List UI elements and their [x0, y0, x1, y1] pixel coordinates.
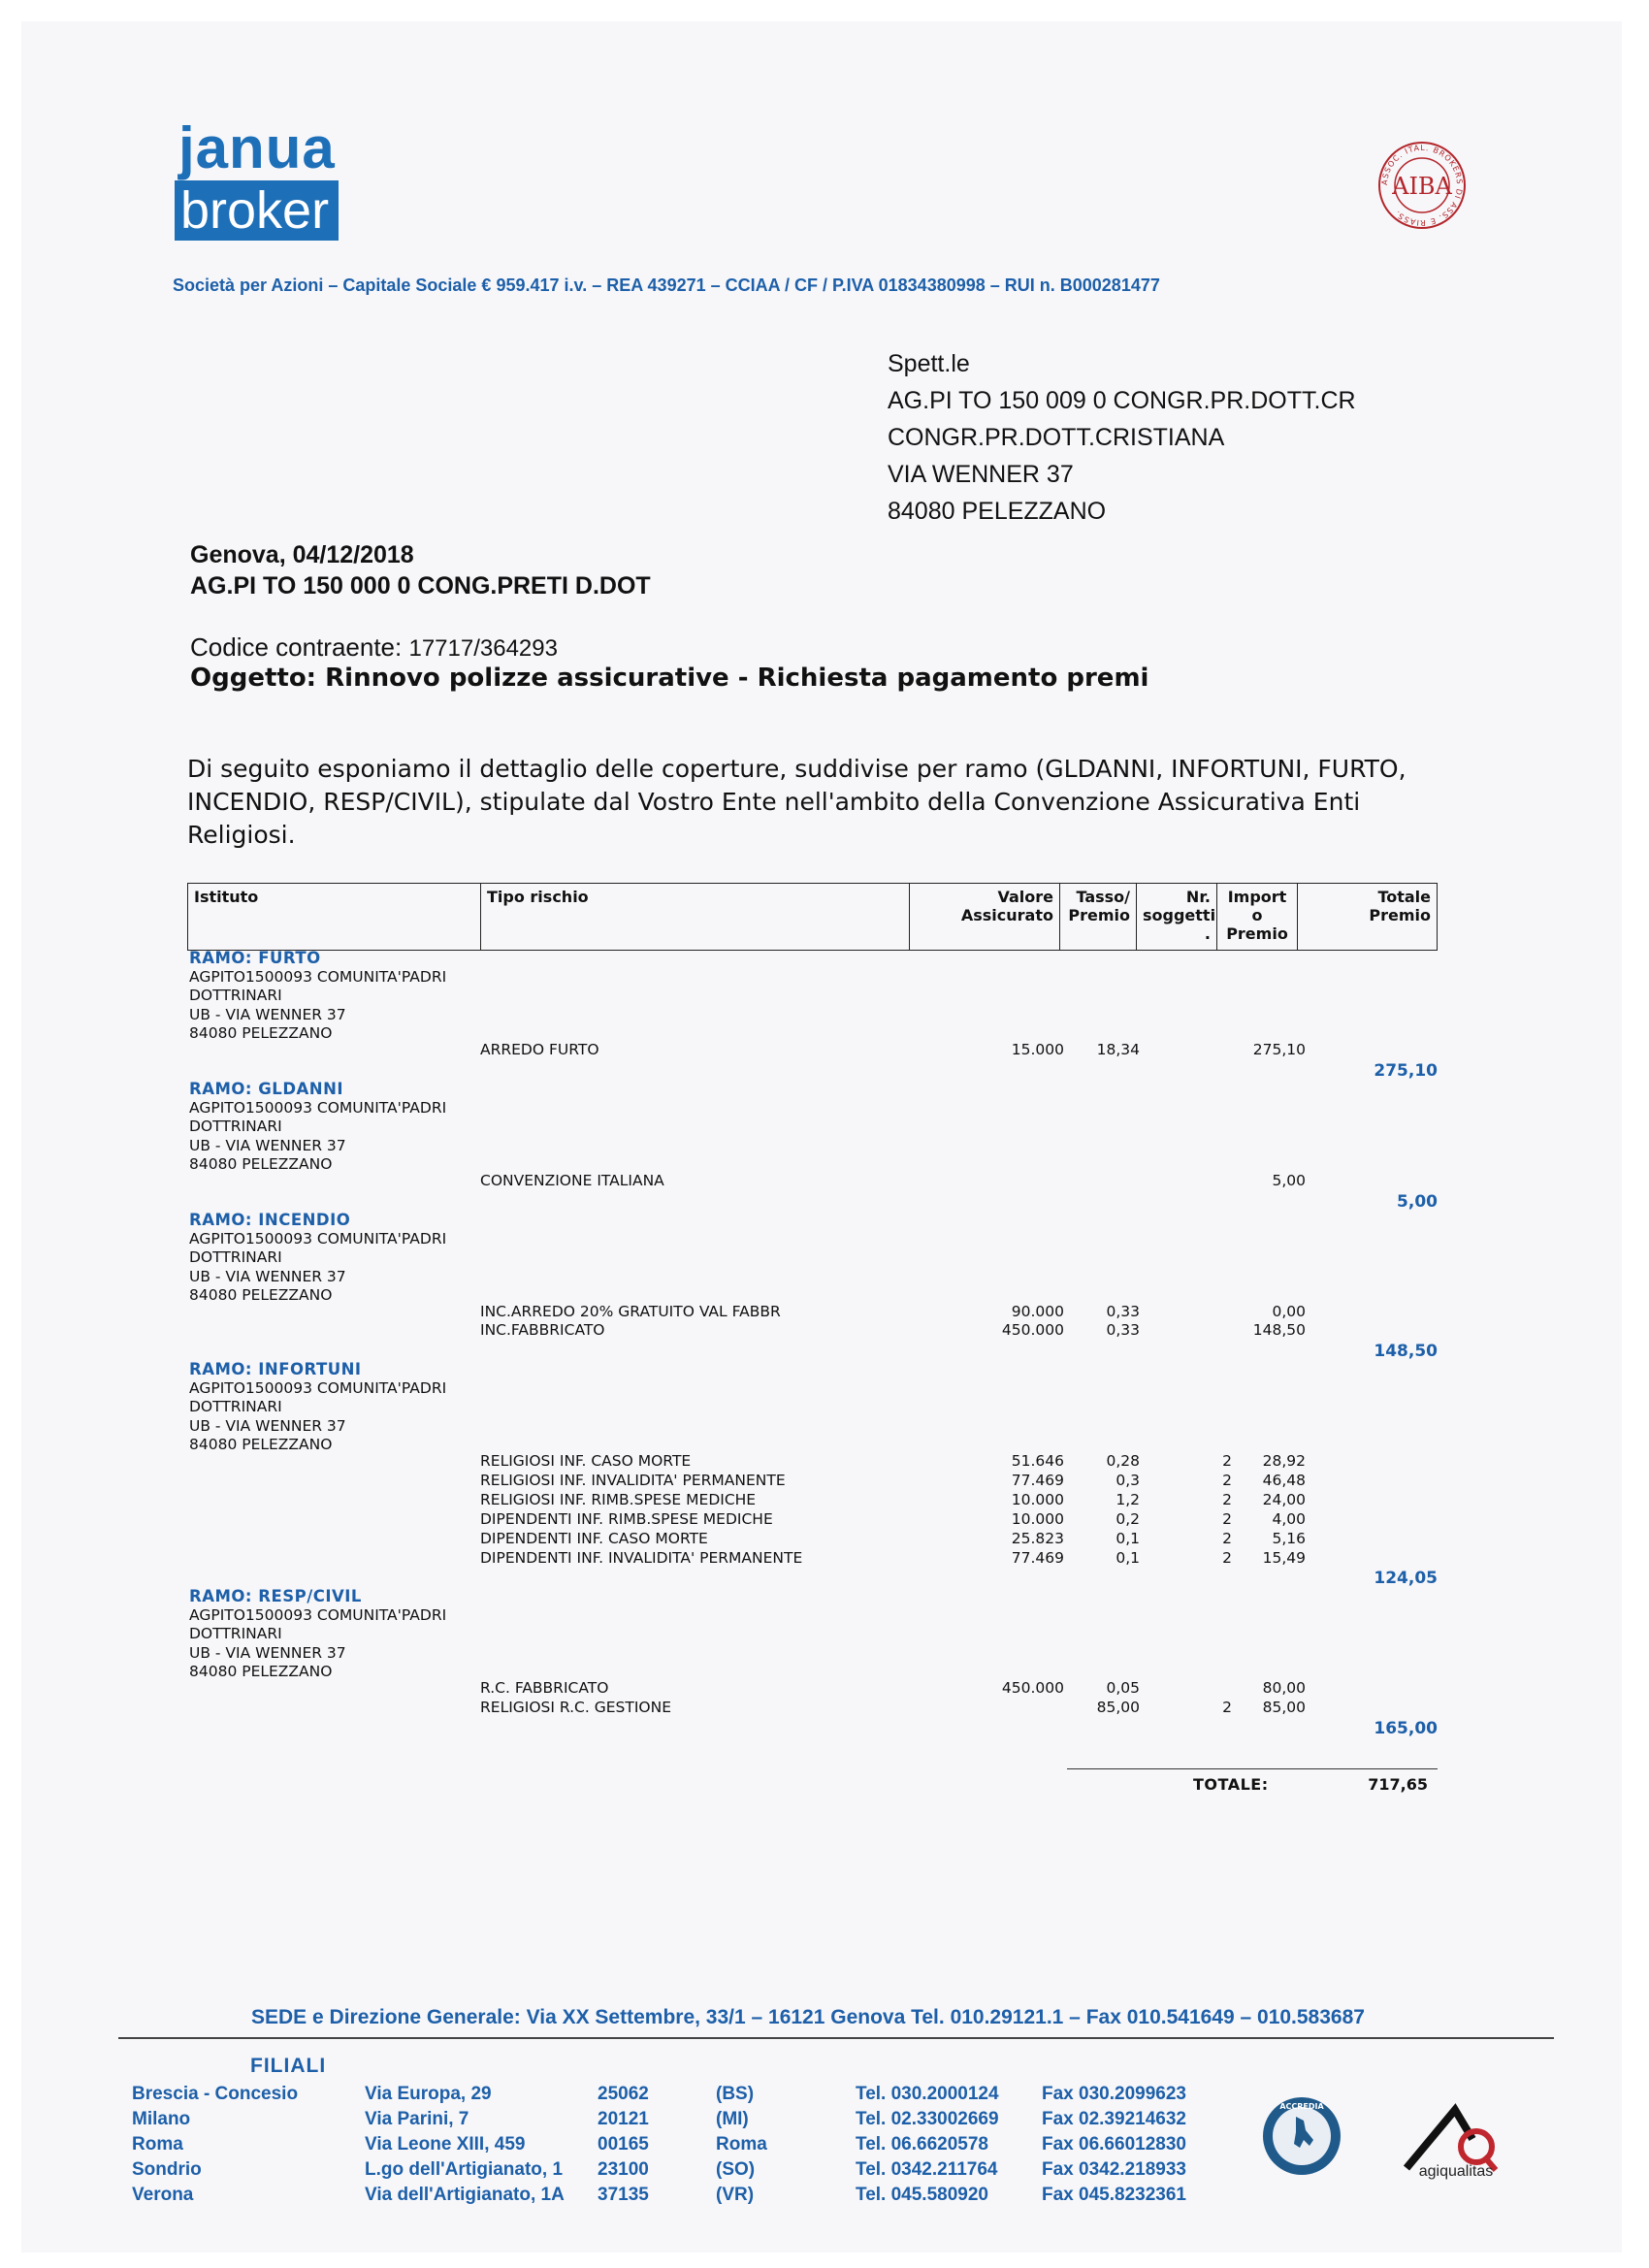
subject-text: Rinnovo polizze assicurative - Richiesta pagamento premi — [325, 664, 1149, 693]
row-valore: 25.823 — [1011, 1530, 1064, 1547]
row-tipo: ARREDO FURTO — [480, 1041, 599, 1058]
row-tasso: 0,33 — [1106, 1303, 1140, 1320]
aiba-ring-text: ASSOC. ITAL. BROKERS DI ASS. E RIASS. — [1379, 143, 1465, 228]
head-office-line: SEDE e Direzione Generale: Via XX Settembre, 33/1 – 16121 Genova Tel. 010.29121.1 – Fax 010.541649 – 010.583687 — [251, 2006, 1365, 2028]
ramo-section-gldanni — [189, 1080, 446, 1175]
col-importo-premio: Import o Premio — [1217, 884, 1298, 950]
istituto-line: UB - VIA WENNER 37 — [189, 1005, 346, 1023]
company-info: Società per Azioni – Capitale Sociale € 959.417 i.v. – REA 439271 – CCIAA / CF / P.IVA 01834380998 – RUI n. B000281477 — [173, 275, 1160, 295]
row-nr: 2 — [1222, 1472, 1232, 1489]
row-nr: 2 — [1222, 1549, 1232, 1567]
istituto-line: AGPITO1500093 COMUNITA'PADRI — [189, 1378, 447, 1397]
row-tipo: CONVENZIONE ITALIANA — [480, 1172, 664, 1189]
row-valore: 51.646 — [1011, 1452, 1064, 1470]
row-tasso: 0,3 — [1116, 1472, 1140, 1489]
ramo-total: 124,05 — [1374, 1569, 1438, 1588]
istituto-line: AGPITO1500093 COMUNITA'PADRI — [189, 1229, 447, 1247]
row-tipo: INC.ARREDO 20% GRATUITO VAL FABBR — [480, 1303, 781, 1320]
col-istituto: Istituto — [188, 884, 481, 950]
row-tasso: 0,05 — [1106, 1679, 1140, 1697]
row-tipo: RELIGIOSI INF. CASO MORTE — [480, 1452, 692, 1470]
row-tipo: DIPENDENTI INF. RIMB.SPESE MEDICHE — [480, 1510, 773, 1528]
grand-total-value: 717,65 — [1368, 1775, 1428, 1794]
row-valore: 90.000 — [1011, 1303, 1064, 1320]
col-tipo-rischio: Tipo rischio — [481, 884, 910, 950]
intro-paragraph: Di seguito esponiamo il dettaglio delle coperture, suddivise per ramo (GLDANNI, INFORTUNI, FURTO, INCENDIO, RESP/CIVIL), stipulate dal Vostro Ente nell'ambito della Convenzione Assicurativa Enti Religiosi. — [187, 755, 1406, 849]
agiqualitas-label: agiqualitas — [1418, 2163, 1494, 2180]
istituto-line: UB - VIA WENNER 37 — [189, 1643, 346, 1662]
row-tipo: DIPENDENTI INF. CASO MORTE — [480, 1530, 708, 1547]
istituto-line: 84080 PELEZZANO — [189, 1663, 333, 1680]
ramo-total: 275,10 — [1374, 1061, 1438, 1081]
row-tipo: INC.FABBRICATO — [480, 1321, 605, 1339]
row-valore: 450.000 — [1001, 1679, 1064, 1697]
row-valore: 15.000 — [1011, 1041, 1064, 1058]
row-valore: 77.469 — [1011, 1472, 1064, 1489]
istituto-line: DOTTRINARI — [189, 1118, 282, 1135]
contractor-label: Codice contraente: — [190, 632, 403, 662]
ramo-title: RAMO: RESP/CIVIL — [189, 1587, 362, 1605]
row-valore: 77.469 — [1011, 1549, 1064, 1567]
grand-total-label: TOTALE: — [1193, 1775, 1269, 1794]
istituto-line: DOTTRINARI — [189, 987, 282, 1004]
row-valore: 10.000 — [1011, 1510, 1064, 1528]
istituto-line: UB - VIA WENNER 37 — [189, 1267, 346, 1285]
ramo-section-infortuni — [189, 1360, 446, 1455]
accredia-label: ACCREDIA — [1279, 2102, 1324, 2111]
istituto-line: DOTTRINARI — [189, 1625, 282, 1642]
col-totale-premio: Totale Premio — [1369, 888, 1431, 924]
subject-line — [190, 664, 1148, 693]
contractor-code: 17717/364293 — [408, 635, 558, 662]
row-nr: 2 — [1222, 1452, 1232, 1470]
istituto-line: 84080 PELEZZANO — [189, 1155, 333, 1173]
row-importo: 4,00 — [1272, 1510, 1306, 1528]
row-tasso: 0,28 — [1106, 1452, 1140, 1470]
recipient-line-1: AG.PI TO 150 009 0 CONGR.PR.DOTT.CR — [888, 387, 1356, 414]
col-tasso-premio: Tasso/ Premio — [1060, 884, 1137, 950]
row-nr: 2 — [1222, 1510, 1232, 1528]
row-importo: 28,92 — [1262, 1452, 1306, 1470]
row-importo: 275,10 — [1252, 1041, 1306, 1058]
recipient-line-3: VIA WENNER 37 — [888, 461, 1074, 488]
istituto-line: AGPITO1500093 COMUNITA'PADRI — [189, 1605, 447, 1624]
table-header — [187, 883, 1438, 951]
row-importo: 15,49 — [1262, 1549, 1306, 1567]
istituto-line: DOTTRINARI — [189, 1398, 282, 1415]
row-tipo: RELIGIOSI R.C. GESTIONE — [480, 1699, 671, 1716]
row-importo: 0,00 — [1272, 1303, 1306, 1320]
row-importo: 148,50 — [1252, 1321, 1306, 1339]
recipient-line-2: CONGR.PR.DOTT.CRISTIANA — [888, 424, 1225, 451]
row-tipo: DIPENDENTI INF. INVALIDITA' PERMANENTE — [480, 1549, 803, 1567]
row-nr: 2 — [1222, 1530, 1232, 1547]
logo-word-broker: broker — [175, 180, 339, 241]
istituto-line: DOTTRINARI — [189, 1248, 282, 1266]
place-date: Genova, 04/12/2018 — [190, 541, 414, 568]
logo-word-janua: janua — [178, 115, 336, 180]
recipient-salutation: Spett.le — [888, 350, 970, 377]
contractor-code-line — [190, 632, 558, 663]
ramo-total: 148,50 — [1374, 1342, 1438, 1361]
ramo-section-resp-civil — [189, 1587, 446, 1682]
ramo-title: RAMO: GLDANNI — [189, 1080, 344, 1098]
aiba-seal-icon — [1377, 141, 1467, 230]
footer-divider — [118, 2037, 1554, 2039]
istituto-line: 84080 PELEZZANO — [189, 1024, 333, 1042]
row-tipo: RELIGIOSI INF. INVALIDITA' PERMANENTE — [480, 1472, 786, 1489]
row-tasso: 0,33 — [1106, 1321, 1140, 1339]
row-valore: 450.000 — [1001, 1321, 1064, 1339]
istituto-line: UB - VIA WENNER 37 — [189, 1416, 346, 1435]
row-nr: 2 — [1222, 1491, 1232, 1508]
row-tasso: 0,1 — [1116, 1530, 1140, 1547]
row-valore: 10.000 — [1011, 1491, 1064, 1508]
row-tasso: 1,2 — [1116, 1491, 1140, 1508]
row-tasso: 18,34 — [1096, 1041, 1140, 1058]
row-importo: 85,00 — [1262, 1699, 1306, 1716]
row-tasso: 85,00 — [1096, 1699, 1140, 1716]
row-nr: 2 — [1222, 1699, 1232, 1716]
istituto-line: UB - VIA WENNER 37 — [189, 1136, 346, 1154]
ramo-title: RAMO: FURTO — [189, 949, 321, 967]
ramo-total: 165,00 — [1374, 1719, 1438, 1738]
row-importo: 24,00 — [1262, 1491, 1306, 1508]
recipient-line-4: 84080 PELEZZANO — [888, 498, 1107, 525]
ramo-title: RAMO: INCENDIO — [189, 1211, 351, 1229]
row-tipo: RELIGIOSI INF. RIMB.SPESE MEDICHE — [480, 1491, 757, 1508]
istituto-line: AGPITO1500093 COMUNITA'PADRI — [189, 967, 447, 986]
aiba-badge-text: AIBA — [1392, 173, 1452, 200]
janua-broker-logo — [175, 116, 339, 241]
ramo-section-incendio — [189, 1211, 446, 1306]
istituto-line: AGPITO1500093 COMUNITA'PADRI — [189, 1098, 447, 1117]
ramo-total: 5,00 — [1397, 1192, 1438, 1212]
col-valore-assicurato: Valore Assicurato — [910, 884, 1060, 950]
ramo-title: RAMO: INFORTUNI — [189, 1360, 362, 1378]
row-importo: 80,00 — [1262, 1679, 1306, 1697]
col-nr-soggetti: Nr. soggetti . — [1137, 884, 1217, 950]
letter-header — [190, 539, 651, 601]
row-tipo: R.C. FABBRICATO — [480, 1679, 609, 1697]
row-tasso: 0,1 — [1116, 1549, 1140, 1567]
row-importo: 5,16 — [1272, 1530, 1306, 1547]
agency-code: AG.PI TO 150 000 0 CONG.PRETI D.DOT — [190, 572, 651, 599]
ramo-section-furto — [189, 949, 446, 1044]
row-importo: 5,00 — [1272, 1172, 1306, 1189]
istituto-line: 84080 PELEZZANO — [189, 1436, 333, 1453]
recipient-address — [888, 345, 1356, 530]
subject-label: Oggetto: — [190, 664, 317, 693]
accredia-seal-icon — [1261, 2095, 1342, 2177]
row-tasso: 0,2 — [1116, 1510, 1140, 1528]
branches-title: FILIALI — [250, 2055, 327, 2077]
row-importo: 46,48 — [1262, 1472, 1306, 1489]
istituto-line: 84080 PELEZZANO — [189, 1286, 333, 1304]
total-divider — [1067, 1768, 1438, 1769]
